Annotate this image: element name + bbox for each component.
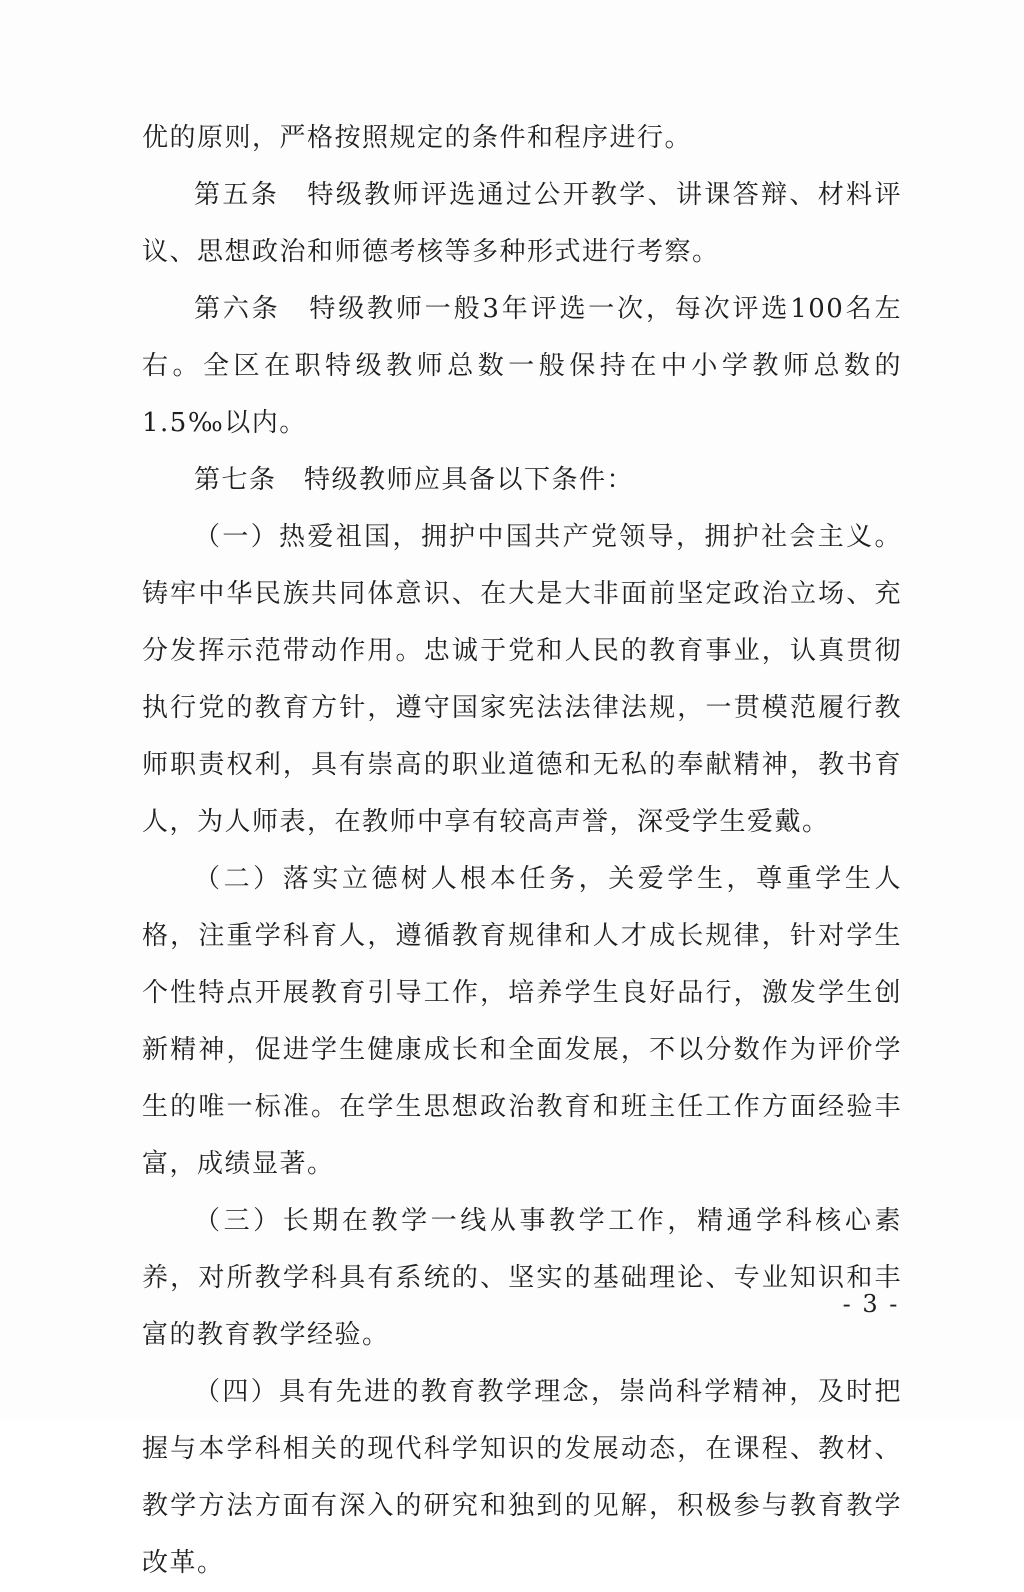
paragraph-article-7: 第七条 特级教师应具备以下条件： bbox=[194, 465, 635, 495]
paragraph-condition-2: （二）落实立德树人根本任务，关爱学生，尊重学生人格，注重学科育人，遵循教育规律和人才成长规律，针对学生个性特点开展教育引导工作，培养学生良好品行，激发学生创新精神，促进学生健康成长和全面发展，不以分数作为评价学生的唯一标准。在学生思想政治教育和班主任工作方面经验丰富，成绩显著。 bbox=[142, 864, 902, 1179]
document-body bbox=[142, 110, 902, 1592]
paragraph-article-5: 第五条 特级教师评选通过公开教学、讲课答辩、材料评议、思想政治和师德考核等多种形式进行考察。 bbox=[142, 180, 902, 267]
paragraph-condition-1: （一）热爱祖国，拥护中国共产党领导，拥护社会主义。铸牢中华民族共同体意识、在大是大非面前坚定政治立场、充分发挥示范带动作用。忠诚于党和人民的教育事业，认真贯彻执行党的教育方针，遵守国家宪法法律法规，一贯模范履行教师职责权利，具有崇高的职业道德和无私的奉献精神，教书育人，为人师表，在教师中享有较高声誉，深受学生爱戴。 bbox=[142, 522, 902, 837]
paragraph-condition-4: （四）具有先进的教育教学理念，崇尚科学精神，及时把握与本学科相关的现代科学知识的发展动态，在课程、教材、教学方法方面有深入的研究和独到的见解，积极参与教育教学改革。 bbox=[142, 1377, 902, 1578]
paragraph-condition-3: （三）长期在教学一线从事教学工作，精通学科核心素养，对所教学科具有系统的、坚实的基础理论、专业知识和丰富的教育教学经验。 bbox=[142, 1206, 902, 1350]
paragraph-continuation: 优的原则，严格按照规定的条件和程序进行。 bbox=[142, 123, 693, 153]
page-number: - 3 - bbox=[842, 1290, 900, 1318]
paragraph-article-6: 第六条 特级教师一般3年评选一次，每次评选100名左右。全区在职特级教师总数一般保持在中小学教师总数的 1.5‰以内。 bbox=[142, 294, 902, 438]
